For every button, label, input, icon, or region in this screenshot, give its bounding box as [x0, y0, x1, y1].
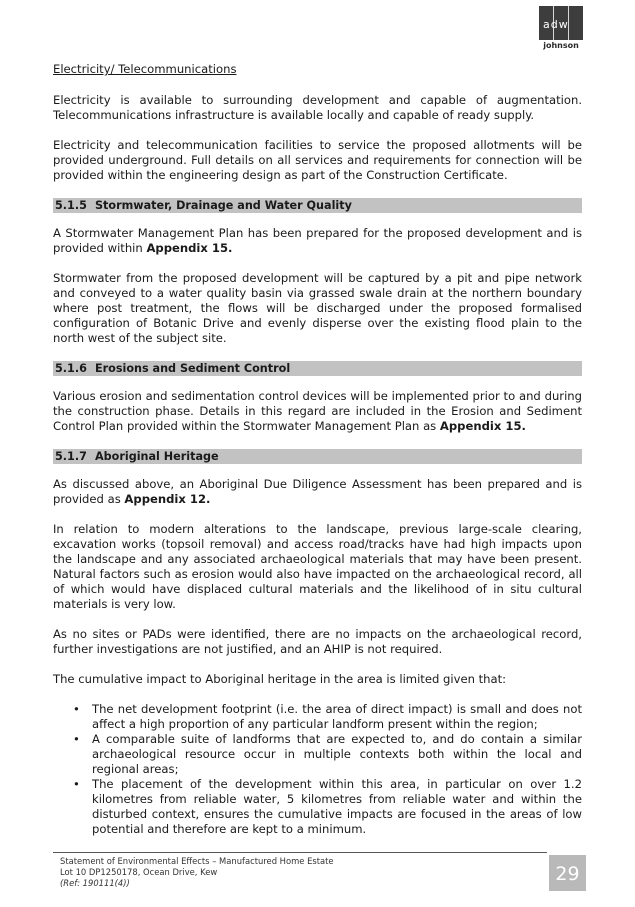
section-bar-5-1-6	[53, 361, 582, 376]
footer-reference: (Ref: 190111(4))	[60, 878, 130, 888]
list-item: • The net development footprint (i.e. the area of direct impact) is small and does not affect a high proportion of any particular landform present within the region;	[53, 702, 582, 732]
footer	[60, 856, 334, 889]
appendix-reference: Appendix 15.	[439, 419, 526, 433]
footer-lot-address: Lot 10 DP1250178, Ocean Drive, Kew	[60, 867, 218, 877]
section-bar-5-1-5	[53, 198, 582, 213]
section-number: 5.1.5	[55, 199, 87, 212]
paragraph: In relation to modern alterations to the landscape, previous large-scale clearing, excavation works (topsoil removal) and access road/tracks have had high impacts upon the landscape and any associated archaeological materials that may have been present. Natural factors such as erosion would also have impacted on the archaeological record, all of which would have displaced cultural materials and the likelihood of in situ cultural materials is very low.	[53, 522, 582, 611]
footer-divider	[53, 852, 547, 853]
paragraph: Stormwater from the proposed development will be captured by a pit and pipe network and conveyed to a water quality basin via grassed swale drain at the northern boundary where post treatment, the flows will be discharged under the proposed formalised configuration of Botanic Drive and evenly disperse over the existing flood plain to the north west of the subject site.	[53, 271, 582, 345]
logo-bottom-text: johnson	[543, 41, 579, 50]
paragraph	[53, 226, 582, 256]
paragraph: Electricity and telecommunication facilities to service the proposed allotments will be provided underground. Full details on all services and requirements for connection will be provided within the engineering design as part of the Construction Certificate.	[53, 138, 582, 182]
paragraph-text: As discussed above, an Aboriginal Due Diligence Assessment has been prepared and is provided as	[53, 477, 582, 506]
section-title: Stormwater, Drainage and Water Quality	[95, 199, 352, 212]
page-number: 29	[549, 855, 586, 891]
bullet-list	[53, 702, 582, 837]
logo-mark	[539, 6, 583, 40]
paragraph	[53, 389, 582, 434]
logo-top-text: adw	[543, 18, 569, 31]
appendix-reference: Appendix 12.	[124, 492, 211, 506]
company-logo	[539, 6, 583, 50]
section-heading-electricity: Electricity/ Telecommunications	[53, 62, 237, 76]
list-item: • A comparable suite of landforms that are expected to, and do contain a similar archaeological resource occur in multiple contexts both within the local and regional areas;	[53, 732, 582, 777]
section-bar-5-1-7	[53, 449, 582, 464]
appendix-reference: Appendix 15.	[146, 241, 233, 255]
list-item: • The placement of the development within this area, in particular on over 1.2 kilometres from reliable water, 5 kilometres from reliable water and within the disturbed context, ensures the cumulative impacts are focused in the areas of low potential and therefore are kept to a minimum.	[53, 777, 582, 837]
section-number: 5.1.6	[55, 362, 87, 375]
paragraph: Electricity is available to surrounding development and capable of augmentation. Telecommunications infrastructure is available locally and capable of ready supply.	[53, 93, 582, 122]
section-title: Aboriginal Heritage	[95, 450, 219, 463]
paragraph: As no sites or PADs were identified, there are no impacts on the archaeological record, further investigations are not justified, and an AHIP is not required.	[53, 627, 582, 656]
footer-document-title: Statement of Environmental Effects – Manufactured Home Estate	[60, 856, 334, 866]
paragraph	[53, 477, 582, 507]
section-title: Erosions and Sediment Control	[95, 362, 291, 375]
paragraph-text: A Stormwater Management Plan has been prepared for the proposed development and is provided within	[53, 226, 582, 255]
paragraph: The cumulative impact to Aboriginal heritage in the area is limited given that:	[53, 672, 507, 686]
section-number: 5.1.7	[55, 450, 87, 463]
paragraph-text: Various erosion and sedimentation control devices will be implemented prior to and during the construction phase. Details in this regard are included in the Erosion and Sediment Control Plan provided within the Stormwater Management Plan as	[53, 389, 582, 433]
page-content	[53, 62, 582, 837]
